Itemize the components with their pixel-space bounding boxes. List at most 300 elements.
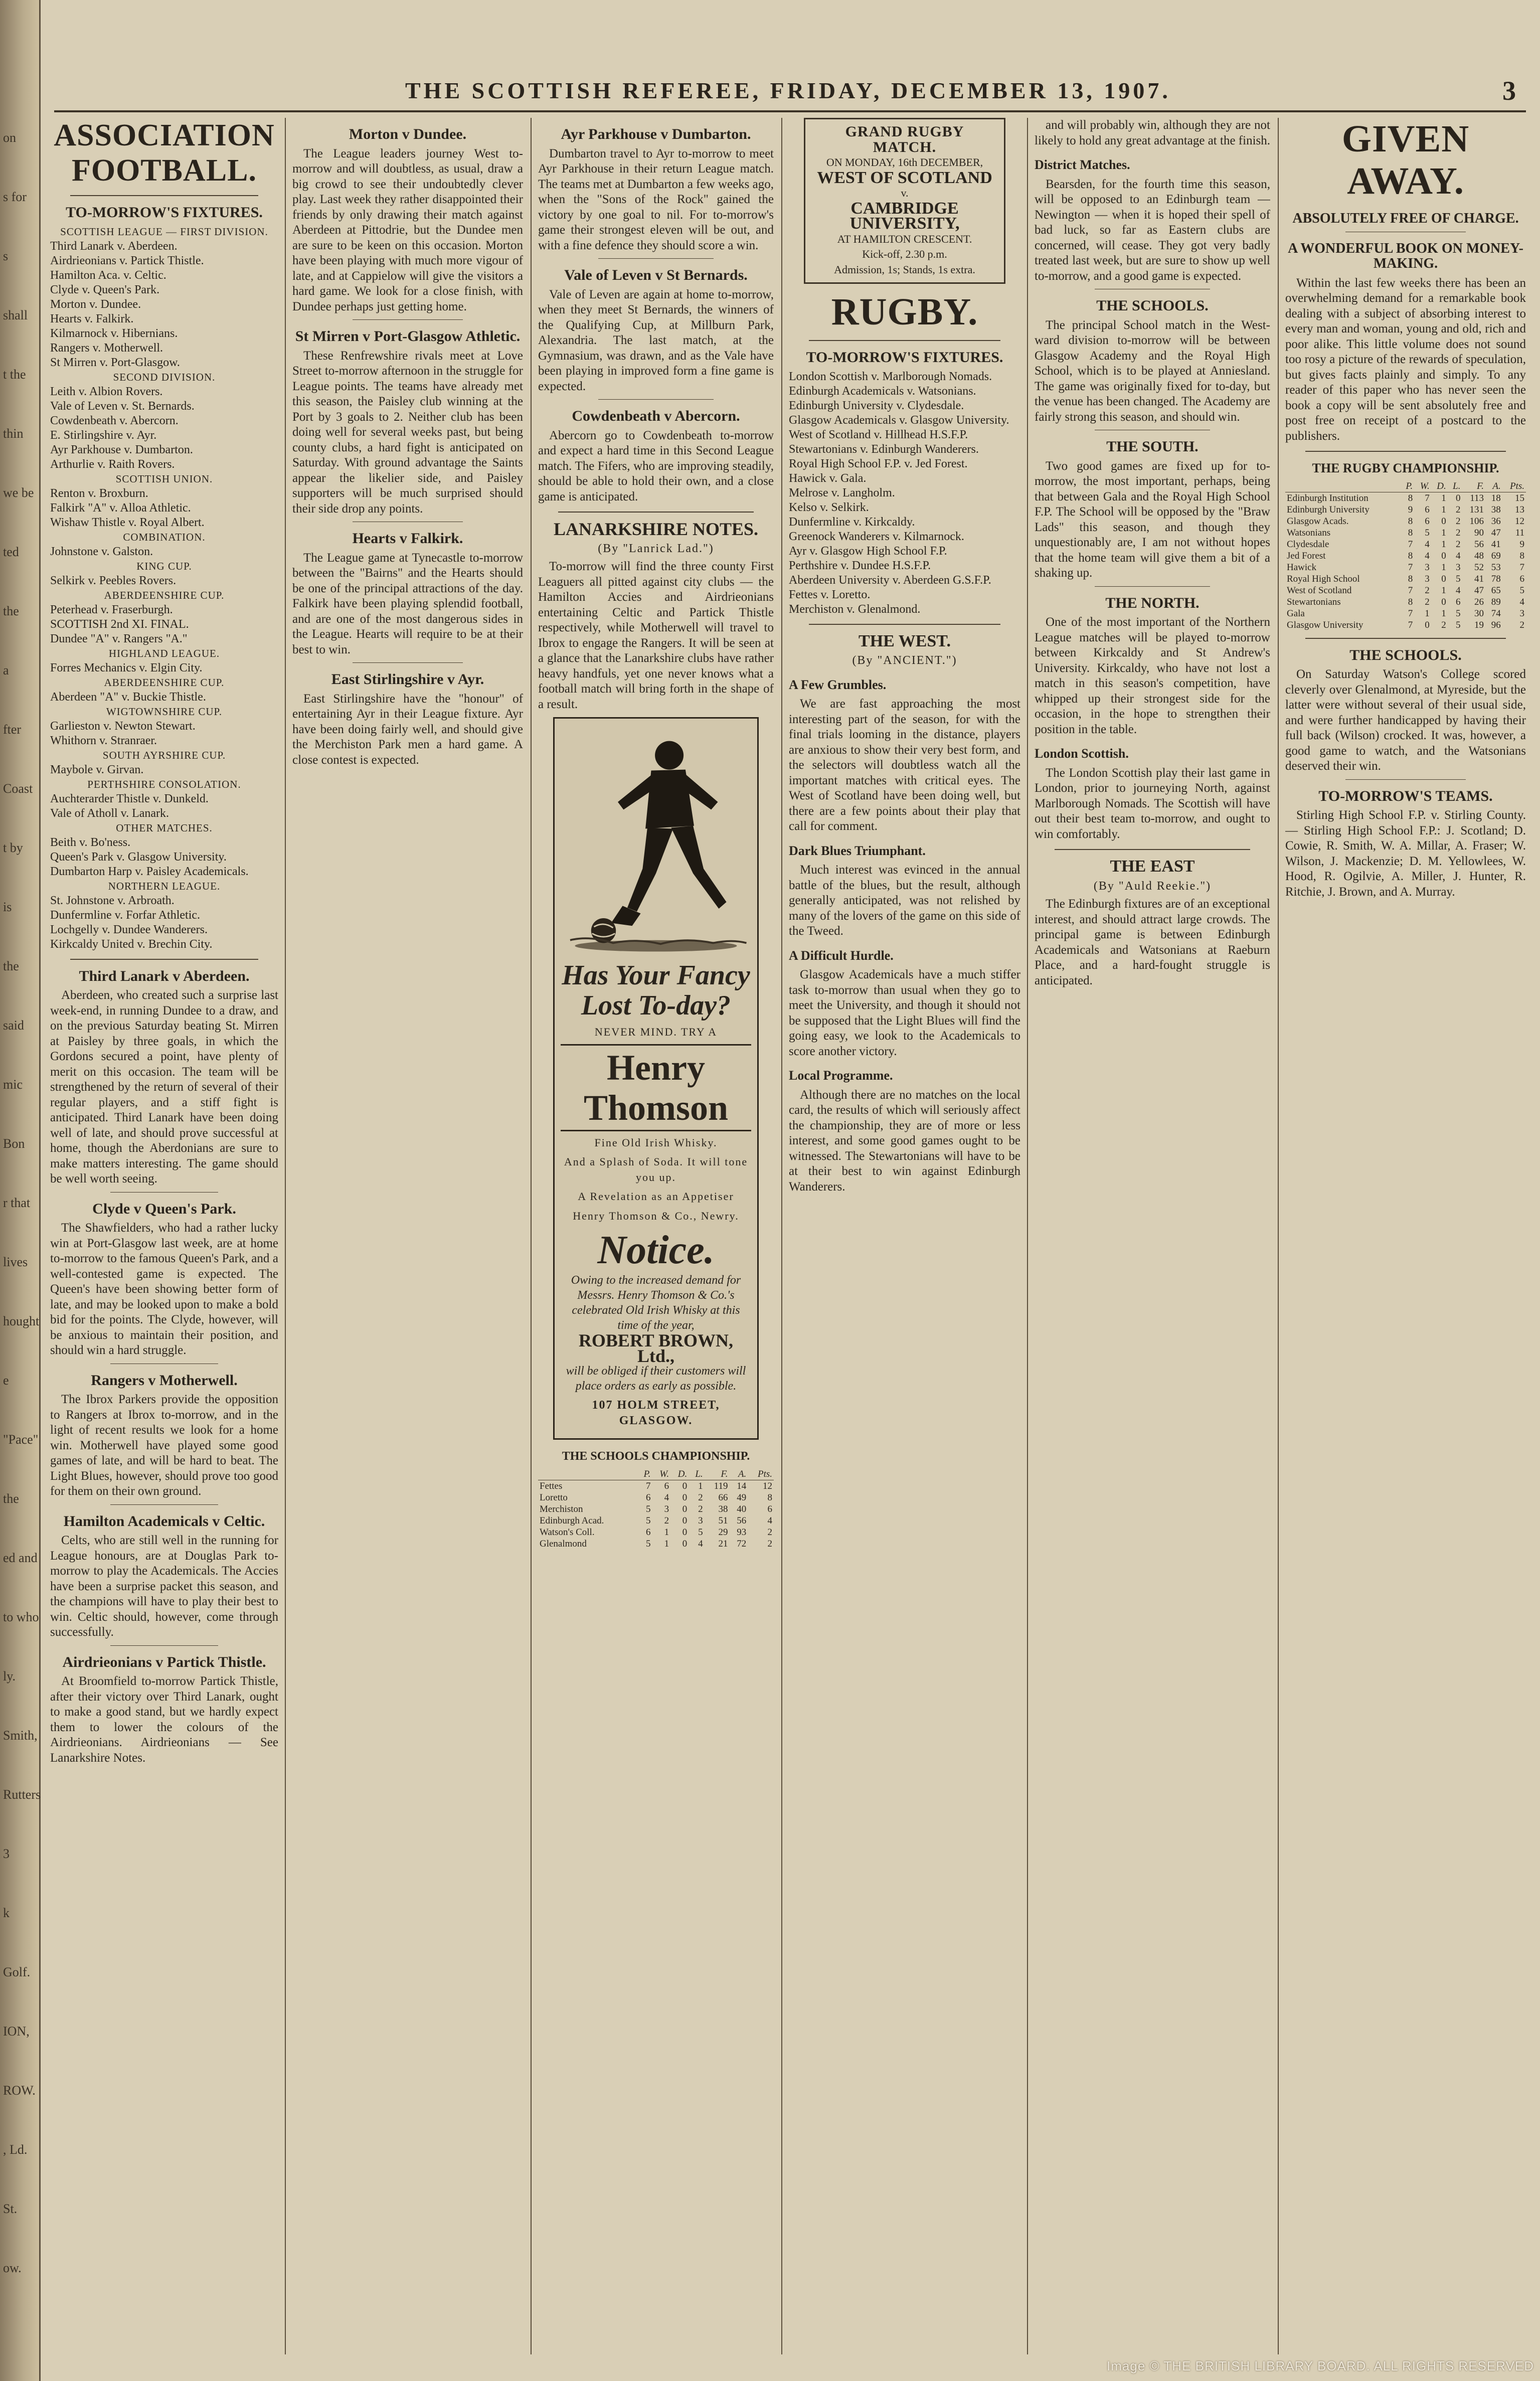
section-heading: THE NORTH. (1105, 594, 1200, 611)
section-rule (1345, 779, 1466, 780)
article-text: The League leaders journey West to-morrow and will doubtless, as usual, draw a big crowd to see their undoubtedly clever play. Last week they rather disappointed their friends by only drawing their match against Aberdeen at Pittodrie, but the Dundee men are sure to be keen on this occasion. Morton have been playing with much more vigour of late, and at Cappielow will give the visitors a hard game. We look for a close finish, with Dundee perhaps just getting home. (292, 146, 523, 313)
advert-maker: Henry Thomson & Co., Newry. (573, 1209, 739, 1222)
table-cell: 74 (1491, 608, 1501, 619)
previous-page-fragment: s (3, 249, 9, 263)
table-cell: 1 (1441, 562, 1446, 573)
table-cell: 6 (664, 1480, 669, 1491)
fixture-item: Hearts v. Falkirk. (50, 312, 134, 325)
fixture-group-heading: PERTHSHIRE CONSOLATION. (87, 778, 241, 790)
subheading: London Scottish. (1035, 746, 1129, 761)
fixture-item: Cowdenbeath v. Abercorn. (50, 414, 179, 427)
table-cell: 2 (1456, 539, 1461, 550)
fixture-item: Ayr v. Glasgow High School F.P. (789, 544, 947, 558)
table-cell: 47 (1491, 527, 1501, 538)
fixtures-heading: TO-MORROW'S FIXTURES. (66, 204, 263, 221)
table-cell: Merchiston (540, 1503, 583, 1514)
table-cell: 2 (1456, 527, 1461, 538)
table-column-header: L. (689, 1468, 704, 1480)
grand-rugby-match-notice (804, 118, 1005, 284)
table-column-header: Pts. (1502, 480, 1526, 492)
table-cell: 7 (1408, 608, 1413, 619)
the-east-heading: THE EAST (1110, 857, 1195, 876)
table-cell: 106 (1469, 516, 1484, 527)
advert-tagline: And a Splash of Soda. It will tone you up. (564, 1155, 748, 1183)
fixtures-heading: TO-MORROW'S FIXTURES. (806, 349, 1003, 366)
article-text: The League game at Tynecastle to-morrow between the "Bairns" and the Hearts should be one of the principal attractions of the day. Falkirk have been playing splendid football, and are one of the most dangerous sides in the League. Hearts will require to be at their best to win. (292, 551, 523, 656)
article-text: Glasgow Academicals have a much stiffer task to-morrow than usual when they go to meet the University, and though it should not be supposed that the Light Blues will find the going easy, we look to the Academicals to score another victory. (789, 968, 1020, 1058)
table-cell: 8 (1408, 573, 1413, 584)
table-cell: Stewartonians (1287, 596, 1341, 607)
previous-page-fragment: shall (3, 308, 28, 322)
table-cell: 6 (1456, 596, 1461, 607)
table-cell: 0 (682, 1480, 688, 1491)
fixtures-list (50, 225, 278, 952)
article-heading: Airdrieonians v Partick Thistle. (62, 1653, 266, 1670)
subheading: Local Programme. (789, 1068, 893, 1083)
table-cell: 49 (737, 1492, 747, 1503)
table-cell: Clydesdale (1287, 539, 1329, 550)
fixture-group-heading: SECOND DIVISION. (113, 371, 216, 383)
previous-page-fragment: r that (3, 1196, 31, 1210)
book-heading: A WONDERFUL BOOK ON MONEY-MAKING. (1288, 240, 1523, 271)
section-rule (1305, 451, 1506, 452)
table-cell: 1 (698, 1480, 703, 1491)
table-cell: Glasgow Acads. (1287, 516, 1349, 527)
table-cell: 8 (1408, 550, 1413, 561)
table-cell: 65 (1491, 585, 1501, 596)
column-rule (1027, 118, 1028, 2354)
article-heading: Hearts v Falkirk. (352, 530, 463, 547)
table-row (538, 1526, 774, 1538)
previous-page-fragment: , Ld. (3, 2142, 28, 2157)
table-cell: 6 (1425, 504, 1430, 515)
article-heading: Morton v Dundee. (349, 126, 467, 142)
column-5 (1035, 118, 1270, 2359)
article-text: Much interest was evinced in the annual battle of the blues, but the result, although generally anticipated, was not relished by many of the lovers of the game on this side of the Tweed. (789, 863, 1020, 938)
fixture-item: SCOTTISH 2nd XI. FINAL. (50, 617, 189, 631)
fixture-group-heading: COMBINATION. (123, 531, 206, 543)
article-text: To-morrow will find the three county First Leaguers all pitted against city clubs — the Hamilton Accies and Airdrieonians entertaining Celtic and Partick Thistle respectively, while Motherwell will travel to Ibrox to engage the Rangers. It will be seen at a glance that the Lanarkshire clubs have rather heavy handfuls, yet one never knows what a football match will bring forth in the shape of a result. (538, 560, 774, 711)
table-cell: 2 (1425, 596, 1430, 607)
table-cell: 4 (664, 1492, 669, 1503)
table-cell: 90 (1474, 527, 1484, 538)
article-text: Although there are no matches on the local card, the results of which will seriously affect the championship, they are of more or less interest, and some good games ought to be witnessed. The Stewartonians will have to be at their best to win against Edinburgh Wanderers. (789, 1088, 1020, 1194)
rugby-championship-table (1285, 480, 1526, 631)
table-cell: 2 (767, 1538, 772, 1549)
table-cell: 19 (1474, 619, 1484, 630)
table-cell: 96 (1491, 619, 1501, 630)
section-heading: THE SOUTH. (1106, 438, 1199, 455)
article-heading: St Mirren v Port-Glasgow Athletic. (295, 328, 521, 345)
fixture-item: Aberdeen University v. Aberdeen G.S.F.P. (789, 573, 991, 587)
fixture-item: Edinburgh University v. Clydesdale. (789, 399, 964, 412)
fixture-item: Vale of Leven v. St. Bernards. (50, 399, 195, 413)
table-cell: 53 (1491, 562, 1501, 573)
fixture-item: Dunfermline v. Kirkcaldy. (789, 515, 915, 529)
table-cell: 1 (1441, 539, 1446, 550)
table-row (1285, 504, 1526, 516)
previous-page-fragment: the (3, 1491, 19, 1506)
previous-page-edge (0, 0, 41, 2381)
section-heading: TO-MORROW'S TEAMS. (1318, 787, 1493, 804)
fixture-group-heading: KING CUP. (136, 560, 192, 572)
table-cell: 5 (1456, 619, 1461, 630)
notice-title: GRAND RUGBY MATCH. (845, 123, 964, 155)
table-cell: 30 (1474, 608, 1484, 619)
fixture-group-heading: HIGHLAND LEAGUE. (108, 647, 220, 659)
copyright-watermark: Image © THE BRITISH LIBRARY BOARD. ALL RIGHTS RESERVED (1107, 2358, 1534, 2373)
table-cell: 2 (698, 1503, 703, 1514)
table-cell: Edinburgh Institution (1287, 492, 1368, 503)
table-column-header: A. (729, 1468, 748, 1480)
previous-page-fragment: k (3, 1906, 10, 1920)
table-row (1285, 492, 1526, 504)
table-cell: 1 (664, 1526, 669, 1538)
previous-page-fragment: ROW. (3, 2083, 36, 2098)
table-cell: Glasgow University (1287, 619, 1363, 630)
table-row (538, 1503, 774, 1515)
article-text: The principal School match in the West-ward division to-morrow will be between Glasgow Academy and the Royal High School, which is to be played at Anniesland. The game was originally fixed for to-day, but the venue has been changed. The Academy are fairly strong this season, and should win. (1035, 318, 1270, 424)
page-number: 3 (1502, 76, 1516, 106)
fixture-group-heading: NORTHERN LEAGUE. (108, 880, 221, 892)
table-cell: 4 (698, 1538, 703, 1549)
table-cell: Gala (1287, 608, 1305, 619)
table-cell: 5 (1456, 573, 1461, 584)
fixture-item: Rangers v. Motherwell. (50, 341, 163, 355)
table-cell: 1 (1441, 527, 1446, 538)
table-cell: 1 (1425, 608, 1430, 619)
advert-tagline: A Revelation as an Appetiser (578, 1190, 734, 1203)
association-football-heading: ASSOCIATION FOOTBALL. (54, 118, 275, 188)
table-cell: 5 (1456, 608, 1461, 619)
section-rule (353, 319, 463, 320)
table-row (538, 1480, 774, 1492)
section-rule (598, 258, 714, 259)
previous-page-fragment: the (3, 604, 19, 618)
fixture-item: Dunfermline v. Forfar Athletic. (50, 908, 201, 922)
fixture-group-heading: OTHER MATCHES. (116, 821, 213, 834)
table-cell: 3 (1425, 573, 1430, 584)
table-cell: 5 (646, 1515, 651, 1526)
fixture-item: Hamilton Aca. v. Celtic. (50, 268, 166, 282)
byline: (By "Auld Reekie.") (1093, 879, 1212, 893)
table-cell: 5 (1425, 527, 1430, 538)
table-cell: 26 (1474, 596, 1484, 607)
table-cell: 11 (1515, 527, 1524, 538)
table-cell: Edinburgh University (1287, 504, 1370, 515)
previous-page-fragment: the (3, 959, 19, 973)
fixture-item: Greenock Wanderers v. Kilmarnock. (789, 530, 964, 543)
table-cell: 2 (1425, 585, 1430, 596)
table-cell: 2 (664, 1515, 669, 1526)
table-cell: 29 (718, 1526, 728, 1538)
table-cell: 78 (1491, 573, 1501, 584)
notice-team: WEST OF SCOTLAND (817, 168, 992, 187)
previous-page-fragment: hought (3, 1314, 40, 1328)
article-text: Celts, who are still well in the running for League honours, are at Douglas Park to-morrow to play the Academicals. The Accies have been a surprise packet this season, and the champions will have to play their best to win. Celtic should, however, come through successfully. (50, 1534, 278, 1639)
henry-thomson-advert (553, 717, 759, 1440)
table-cell: 0 (682, 1515, 688, 1526)
column-rule (781, 118, 782, 2354)
section-heading: THE SCHOOLS. (1349, 646, 1462, 663)
previous-page-fragment: to who (3, 1610, 39, 1624)
fixture-group-heading: WIGTOWNSHIRE CUP. (106, 705, 223, 718)
newspaper-page (44, 0, 1536, 2381)
table-cell: 5 (698, 1526, 703, 1538)
table-cell: 8 (767, 1492, 772, 1503)
column-4 (789, 118, 1020, 2359)
the-west-heading: THE WEST. (859, 631, 951, 650)
table-column-header: D. (1431, 480, 1448, 492)
article-heading: Hamilton Academicals v Celtic. (63, 1512, 265, 1529)
table-cell: 41 (1474, 573, 1484, 584)
fixture-item: Kelso v. Selkirk. (789, 500, 869, 514)
table-row (538, 1515, 774, 1526)
fixture-item: Third Lanark v. Aberdeen. (50, 239, 178, 253)
previous-page-fragment: 3 (3, 1846, 10, 1861)
article-text: Stirling High School F.P. v. Stirling County. — Stirling High School F.P.: J. Scotland; D. Cowie, R. Smith, W. A. Millar, A. Fraser; W. Wilson, J. Mackenzie; D. M. Yellowlees, W. Hood, R. Ogilvie, A. Miller, J. Hunter, R. Ritchie, J. Brown, and A. Murray. (1285, 808, 1526, 899)
column-rule (285, 118, 286, 2354)
fixture-item: Selkirk v. Peebles Rovers. (50, 574, 177, 587)
table-column-header: F. (705, 1468, 730, 1480)
fixture-item: Kilmarnock v. Hibernians. (50, 326, 178, 340)
table-row (1285, 516, 1526, 527)
table-cell: Glenalmond (540, 1538, 587, 1549)
table-cell: 6 (646, 1526, 651, 1538)
table-cell: 3 (1519, 608, 1524, 619)
table-cell: West of Scotland (1287, 585, 1352, 596)
article-text: At Broomfield to-morrow Partick Thistle, after their victory over Third Lanark, ought to make a good stand, but we hardly expect them to lower the colours of the Airdrieonians. Airdrieonians — See Lanarkshire Notes. (50, 1674, 278, 1765)
table-cell: 4 (1519, 596, 1524, 607)
advert-address: 107 HOLM STREET, GLASGOW. (592, 1399, 720, 1427)
table-cell: 38 (718, 1503, 728, 1514)
table-cell: 69 (1491, 550, 1501, 561)
table-cell: 1 (664, 1538, 669, 1549)
previous-page-fragment: said (3, 1018, 24, 1033)
table-cell: 7 (1408, 619, 1413, 630)
article-heading: Cowdenbeath v Abercorn. (572, 408, 740, 424)
fixture-item: Leith v. Albion Rovers. (50, 385, 163, 398)
previous-page-fragment: t by (3, 840, 23, 855)
fixture-item: Stewartonians v. Edinburgh Wanderers. (789, 442, 979, 456)
section-rule (70, 959, 258, 960)
table-cell: Watson's Coll. (540, 1526, 595, 1538)
article-text: We are fast approaching the most interesting part of the season, for with the final trials looming in the distance, players are anxious to show their very best form, and the selectors will doubtless watch all the important matches with critical eyes. The West of Scotland have been doing well, but there are a few points about their play that call for comment. (789, 697, 1020, 833)
column-rule (531, 118, 532, 2354)
table-cell: 5 (646, 1538, 651, 1549)
section-rule (353, 662, 463, 663)
table-row (1285, 550, 1526, 562)
article-heading: Vale of Leven v St Bernards. (564, 267, 748, 283)
table-cell: 2 (1456, 516, 1461, 527)
table-cell: 3 (1425, 562, 1430, 573)
table-cell: 7 (1408, 539, 1413, 550)
section-heading: THE SCHOOLS. (1096, 297, 1209, 314)
fixture-item: Morton v. Dundee. (50, 297, 141, 311)
fixture-item: Arthurlie v. Raith Rovers. (50, 457, 175, 471)
advert-tagline: Fine Old Irish Whisky. (594, 1136, 718, 1149)
subheading: District Matches. (1035, 157, 1130, 172)
fixture-item: London Scottish v. Marlborough Nomads. (789, 370, 992, 383)
article-text: and will probably win, although they are not likely to hold any great advantage at the finish. (1035, 118, 1270, 147)
fixture-item: Beith v. Bo'ness. (50, 835, 131, 849)
previous-page-fragment: e (3, 1373, 9, 1388)
table-column-header: P. (637, 1468, 652, 1480)
previous-page-fragment: ION, (3, 2024, 30, 2038)
table-cell: 3 (664, 1503, 669, 1514)
table-cell: Fettes (540, 1480, 563, 1491)
schools-championship-heading: THE SCHOOLS CHAMPIONSHIP. (562, 1450, 750, 1463)
table-cell: 6 (767, 1503, 772, 1514)
table-cell: 2 (767, 1526, 772, 1538)
fixture-item: E. Stirlingshire v. Ayr. (50, 428, 157, 442)
table-cell: 2 (1456, 504, 1461, 515)
table-cell: 5 (1519, 585, 1524, 596)
table-cell: 8 (1408, 516, 1413, 527)
table-cell: 36 (1491, 516, 1501, 527)
previous-page-fragment: mic (3, 1077, 23, 1092)
table-cell: 8 (1408, 527, 1413, 538)
table-cell: 0 (1425, 619, 1430, 630)
column-2 (292, 118, 523, 2359)
fixture-item: Whithorn v. Stranraer. (50, 734, 157, 747)
table-cell: Jed Forest (1287, 550, 1326, 561)
table-cell: 40 (737, 1503, 747, 1514)
notice-venue: AT HAMILTON CRESCENT. (837, 232, 972, 245)
previous-page-fragment: Bon (3, 1136, 25, 1151)
fixture-item: Maybole v. Girvan. (50, 763, 144, 776)
table-column-header: A. (1485, 480, 1502, 492)
rugby-fixtures-list (789, 370, 1020, 617)
table-row (1285, 527, 1526, 539)
table-cell: 93 (737, 1526, 747, 1538)
masthead-title: THE SCOTTISH REFEREE, FRIDAY, DECEMBER 13, 1907. (405, 78, 1171, 103)
section-rule (110, 1192, 218, 1193)
table-cell: 7 (646, 1480, 651, 1491)
table-cell: 4 (1425, 550, 1430, 561)
table-row (538, 1538, 774, 1550)
previous-page-fragment: ted (3, 545, 19, 559)
fixture-item: St Mirren v. Port-Glasgow. (50, 356, 180, 369)
table-cell: 0 (1456, 492, 1461, 503)
article-text: Vale of Leven are again at home to-morrow, when they meet St Bernards, the winners of the Qualifying Cup, at Millburn Park, Alexandria. The last match, at the Gymnasium, was drawn, and as the Vale have been playing in improved form a fine game is expected. (538, 287, 774, 393)
article-text: Dumbarton travel to Ayr to-morrow to meet Ayr Parkhouse in their return League match. The teams met at Dumbarton a few weeks ago, when the "Sons of the Rock" gained the victory by one goal to nil. For to-morrow's game their strongest eleven will be out, and with a fine defence they should score a win. (538, 146, 774, 252)
table-cell: Edinburgh Acad. (540, 1515, 604, 1526)
table-cell: 1 (1441, 585, 1446, 596)
column-3 (538, 118, 774, 2359)
fixture-item: Royal High School F.P. v. Jed Forest. (789, 457, 968, 470)
table-cell: 12 (1515, 516, 1524, 527)
section-rule (809, 340, 1000, 341)
table-cell: 6 (1425, 516, 1430, 527)
previous-page-fragment: Rutters (3, 1787, 41, 1802)
article-text: These Renfrewshire rivals meet at Love Street to-morrow afternoon in the struggle for League points. The teams have already met this season, the Paisley club winning at the Port by 3 goals to 2. Neither club has been doing well for several weeks past, but being county clubs, a hard fight is anticipated on Saturday. With ground advantage the Saints appear the likelier side, and Paisley supporters will be much surprised should their side drop any points. (292, 349, 523, 516)
table-cell: 0 (1441, 550, 1446, 561)
table-cell: Royal High School (1287, 573, 1360, 584)
previous-page-fragment: on (3, 130, 16, 145)
table-row (1285, 562, 1526, 573)
subheading: A Difficult Hurdle. (789, 948, 894, 963)
table-cell: 52 (1474, 562, 1484, 573)
table-cell: 0 (1441, 596, 1446, 607)
section-rule (809, 624, 1000, 625)
fixture-group-heading: ABERDEENSHIRE CUP. (104, 676, 225, 689)
column-6 (1285, 118, 1526, 2359)
given-away-heading: GIVEN AWAY. (1341, 118, 1470, 202)
advert-seller-text: will be obliged if their customers will place orders as early as possible. (566, 1365, 746, 1393)
table-row (1285, 573, 1526, 585)
table-row (1285, 539, 1526, 550)
advert-notice-text: Owing to the increased demand for Messrs. Henry Thomson & Co.'s celebrated Old Irish Whisky at this time of the year, (571, 1274, 741, 1332)
table-cell: 8 (1519, 550, 1524, 561)
fixture-item: Vale of Atholl v. Lanark. (50, 806, 169, 820)
table-cell: 89 (1491, 596, 1501, 607)
fixture-group-heading: ABERDEENSHIRE CUP. (104, 589, 225, 601)
table-cell: 56 (1474, 539, 1484, 550)
previous-page-fragment: Coast (3, 781, 33, 796)
notice-versus: v. (901, 187, 909, 199)
article-text: Two good games are fixed up for to-morrow, the most important, perhaps, being that between Gala and the Royal High School F.P. The School will be opposed by the "Braw Lads" this season, and though they unquestionably are, I am not without hopes that the home team will give them a bit of a shaking up. (1035, 459, 1270, 580)
fixture-item: Clyde v. Queen's Park. (50, 283, 160, 296)
previous-page-fragment: St. (3, 2201, 18, 2216)
table-column-header: P. (1401, 480, 1414, 492)
previous-page-fragment: lives (3, 1255, 28, 1269)
table-cell: 0 (1441, 516, 1446, 527)
table-cell: 4 (1456, 585, 1461, 596)
fixture-item: Aberdeen "A" v. Buckie Thistle. (50, 690, 206, 704)
table-cell: 15 (1515, 492, 1524, 503)
article-heading: East Stirlingshire v Ayr. (331, 671, 484, 688)
section-rule (598, 399, 714, 400)
table-column-header: Pts. (748, 1468, 774, 1480)
table-cell: 4 (1425, 539, 1430, 550)
fixture-item: Perthshire v. Dundee H.S.F.P. (789, 559, 931, 572)
footballer-icon (561, 725, 751, 960)
notice-team: CAMBRIDGE UNIVERSITY, (849, 199, 960, 233)
table-cell: 0 (682, 1538, 688, 1549)
previous-page-fragment: is (3, 900, 12, 914)
schools-championship-table (538, 1468, 774, 1550)
section-rule (558, 512, 754, 513)
table-cell: 12 (763, 1480, 772, 1491)
table-cell: 0 (682, 1526, 688, 1538)
fixture-item: Merchiston v. Glenalmond. (789, 602, 921, 616)
notice-date: ON MONDAY, 16th DECEMBER, (826, 156, 983, 168)
previous-page-fragment: Golf. (3, 1965, 31, 1979)
article-text: The Edinburgh fixtures are of an exceptional interest, and should attract large crowds. The principal game is between Edinburgh Academicals and Watsonians at Raeburn Place, and a hard-fought struggle is anticipated. (1035, 897, 1270, 987)
table-cell: 47 (1474, 585, 1484, 596)
table-cell: 8 (1408, 596, 1413, 607)
section-rule (1095, 586, 1210, 587)
fixture-item: West of Scotland v. Hillhead H.S.F.P. (789, 428, 968, 441)
lanarkshire-notes-heading: LANARKSHIRE NOTES. (553, 519, 759, 539)
table-cell: 5 (646, 1503, 651, 1514)
article-heading: Rangers v Motherwell. (91, 1372, 238, 1389)
article-text: One of the most important of the Northern League matches will be played to-morrow between Kirkcaldy and St Andrew's University. Kirkcaldy, who have not lost a match in this season's competition, have whipped up their strongest side for the occasion, in the hope to strengthen their position in the table. (1035, 615, 1270, 736)
table-cell: 21 (718, 1538, 728, 1549)
advert-seller: ROBERT BROWN, Ltd., (578, 1330, 734, 1366)
table-cell: 9 (1519, 539, 1524, 550)
table-cell: 113 (1470, 492, 1484, 503)
table-row (538, 1492, 774, 1503)
table-cell: 6 (646, 1492, 651, 1503)
table-cell: 9 (1408, 504, 1413, 515)
fixture-item: Renton v. Broxburn. (50, 486, 148, 500)
fixture-item: Glasgow Academicals v. Glasgow University. (789, 413, 1009, 427)
article-text: The Shawfielders, who had a rather lucky win at Port-Glasgow last week, are at home to-morrow to the famous Queen's Park, and a well-contested game is expected. The Queen's have been showing better form of late, and may be looked upon to make a bold bid for the points. The Clyde, however, will be anxious to maintain their position, and should win a hard struggle. (50, 1221, 278, 1357)
advert-brand: Henry Thomson (561, 1044, 751, 1131)
article-text: Abercorn go to Cowdenbeath to-morrow and expect a hard time in this Second League match. The Fifers, who are improving steadily, should be able to hold their own, and a close game is anticipated. (538, 428, 774, 503)
